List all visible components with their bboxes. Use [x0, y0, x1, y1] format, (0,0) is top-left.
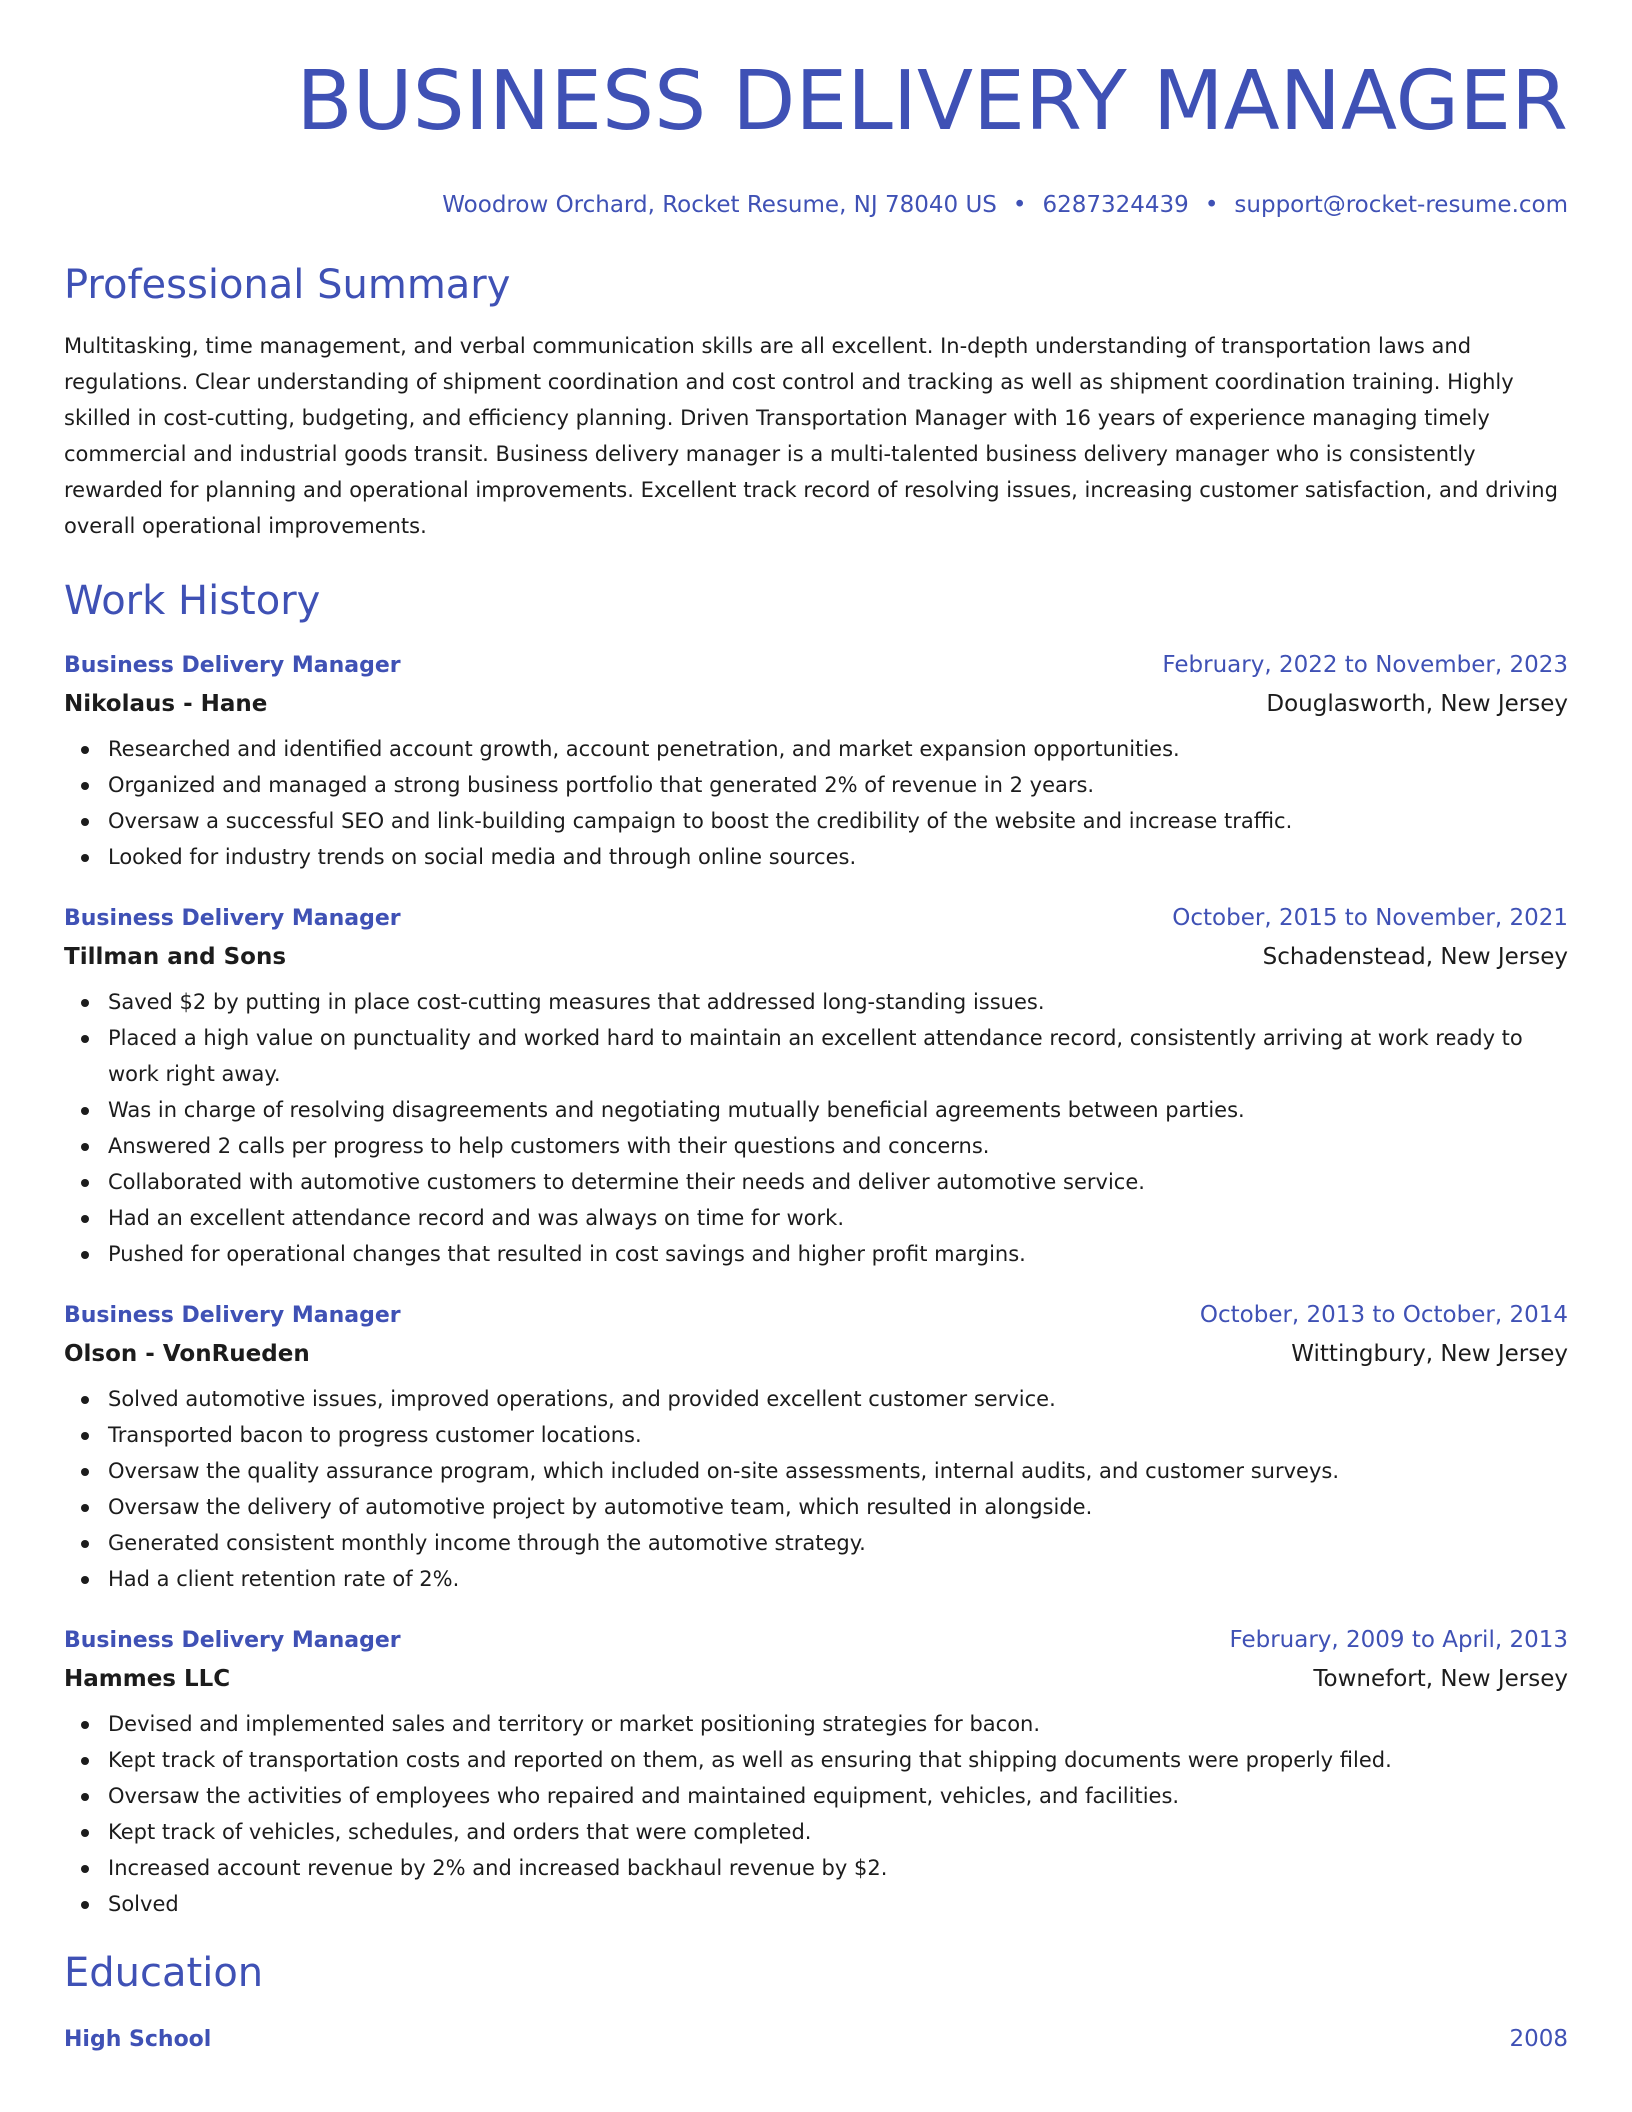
job-bullets: [64, 1381, 1568, 1597]
job-entry: [64, 1621, 1568, 1922]
contact-separator: •: [1012, 192, 1027, 218]
job-bullet: Kept track of transportation costs and reported on them, as well as ensuring that shipping documents were properly filed.: [108, 1742, 1568, 1778]
job-company: Hammes LLC: [64, 1666, 231, 1692]
job-bullet: Solved automotive issues, improved operations, and provided excellent customer service.: [108, 1381, 1568, 1417]
job-role: Business Delivery Manager: [64, 906, 401, 931]
job-bullet: Solved: [108, 1886, 1568, 1922]
work-history-heading: Work History: [64, 578, 321, 624]
job-bullet: Saved $2 by putting in place cost-cutting measures that addressed long-standing issues.: [108, 984, 1568, 1020]
job-bullet: Devised and implemented sales and territory or market positioning strategies for bacon.: [108, 1706, 1568, 1742]
job-bullet: Increased account revenue by 2% and increased backhaul revenue by $2.: [108, 1850, 1568, 1886]
job-entry: [64, 899, 1568, 1272]
job-bullet: Looked for industry trends on social media and through online sources.: [108, 839, 1568, 875]
job-bullet: Oversaw the delivery of automotive project by automotive team, which resulted in alongside.: [108, 1489, 1568, 1525]
education-entry: [64, 2020, 1568, 2059]
job-bullet: Placed a high value on punctuality and worked hard to maintain an excellent attendance record, consistently arriving at work ready to work right away.: [108, 1020, 1568, 1092]
contact-line: [64, 190, 1568, 220]
job-bullet: Oversaw the quality assurance program, which included on-site assessments, internal audits, and customer surveys.: [108, 1453, 1568, 1489]
job-dates: February, 2022 to November, 2023: [1162, 652, 1568, 678]
contact-separator: •: [1204, 192, 1219, 218]
job-entry: [64, 646, 1568, 875]
job-dates: October, 2015 to November, 2021: [1172, 905, 1568, 931]
job-bullet: Kept track of vehicles, schedules, and orders that were completed.: [108, 1814, 1568, 1850]
education-year: 2008: [1509, 2026, 1568, 2052]
job-entry: [64, 1296, 1568, 1597]
job-bullet: Organized and managed a strong business portfolio that generated 2% of revenue in 2 years.: [108, 767, 1568, 803]
job-role: Business Delivery Manager: [64, 1303, 401, 1328]
job-bullet: Oversaw a successful SEO and link-building campaign to boost the credibility of the website and increase traffic.: [108, 803, 1568, 839]
job-location: Townefort, New Jersey: [1313, 1666, 1568, 1692]
job-bullets: [64, 1706, 1568, 1922]
contact-address: Woodrow Orchard, Rocket Resume, NJ 78040 US: [442, 192, 997, 218]
job-bullets: [64, 731, 1568, 875]
job-company: Olson - VonRueden: [64, 1341, 310, 1367]
contact-email: support@rocket-resume.com: [1234, 192, 1568, 218]
job-bullet: Was in charge of resolving disagreements and negotiating mutually beneficial agreements between parties.: [108, 1092, 1568, 1128]
summary-text: Multitasking, time management, and verbal communication skills are all excellent. In-depth understanding of transportation laws and regulations. Clear understanding of shipment coordination and cost control and tracking as well as shipment coordination training. Highly skilled in cost-cutting, budgeting, and efficiency planning. Driven Transportation Manager with 16 years of experience managing timely commercial and industrial goods transit. Business delivery manager is a multi-talented business delivery manager who is consistently rewarded for planning and operational improvements. Excellent track record of resolving issues, increasing customer satisfaction, and driving overall operational improvements.: [64, 334, 1558, 538]
education-school: High School: [64, 2027, 212, 2052]
contact-phone: 6287324439: [1042, 192, 1189, 218]
job-bullet: Had a client retention rate of 2%.: [108, 1561, 1568, 1597]
education-heading: Education: [64, 1950, 264, 1996]
job-dates: October, 2013 to October, 2014: [1199, 1302, 1568, 1328]
job-location: Douglasworth, New Jersey: [1266, 691, 1568, 717]
job-company: Nikolaus - Hane: [64, 691, 268, 717]
resume-page: [64, 0, 1568, 2059]
job-bullet: Collaborated with automotive customers to determine their needs and deliver automotive service.: [108, 1164, 1568, 1200]
job-list: [64, 646, 1568, 1922]
job-dates: February, 2009 to April, 2013: [1229, 1627, 1568, 1653]
job-bullet: Oversaw the activities of employees who repaired and maintained equipment, vehicles, and facilities.: [108, 1778, 1568, 1814]
job-bullet: Transported bacon to progress customer locations.: [108, 1417, 1568, 1453]
job-bullet: Researched and identified account growth, account penetration, and market expansion opportunities.: [108, 731, 1568, 767]
job-bullet: Had an excellent attendance record and was always on time for work.: [108, 1200, 1568, 1236]
resume-title: BUSINESS DELIVERY MANAGER: [296, 54, 1568, 149]
job-role: Business Delivery Manager: [64, 1628, 401, 1653]
summary-heading: Professional Summary: [64, 262, 511, 308]
job-bullet: Answered 2 calls per progress to help customers with their questions and concerns.: [108, 1128, 1568, 1164]
job-bullet: Pushed for operational changes that resulted in cost savings and higher profit margins.: [108, 1236, 1568, 1272]
job-location: Wittingbury, New Jersey: [1291, 1341, 1568, 1367]
job-location: Schadenstead, New Jersey: [1262, 944, 1568, 970]
job-company: Tillman and Sons: [64, 944, 287, 970]
job-role: Business Delivery Manager: [64, 653, 401, 678]
job-bullet: Generated consistent monthly income through the automotive strategy.: [108, 1525, 1568, 1561]
job-bullets: [64, 984, 1568, 1272]
